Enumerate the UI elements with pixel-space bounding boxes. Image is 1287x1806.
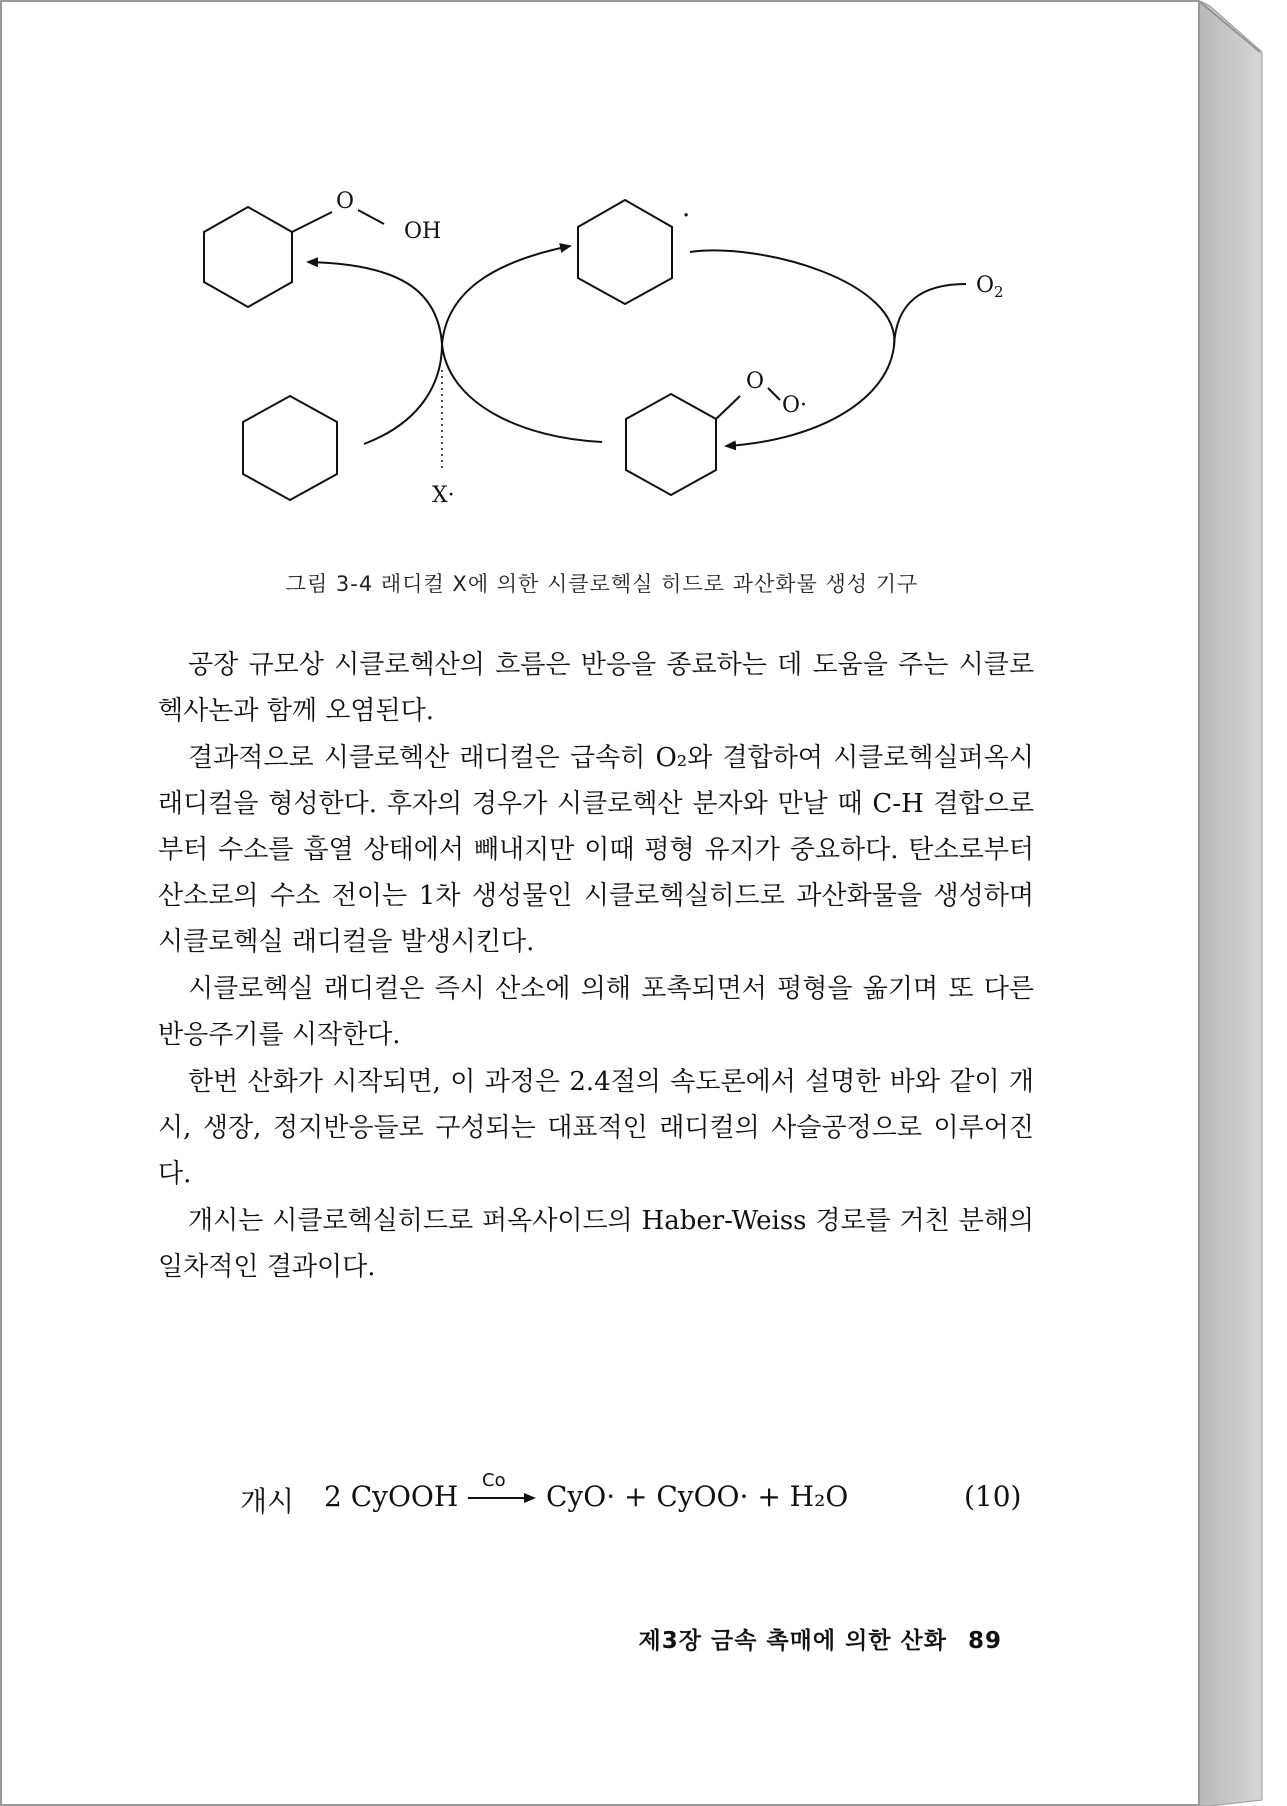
x-radical-label: X· <box>432 483 455 508</box>
chapter-title: 제3장 금속 촉매에 의한 산화 <box>638 1628 947 1654</box>
peroxy-o1-label: O <box>746 369 765 394</box>
paragraph: 결과적으로 시클로헥산 래디컬은 급속히 O₂와 결합하여 시클로헥실퍼옥시 래디컬을 형성한다. 후자의 경우가 시클로헥산 분자와 만날 때 C-H 결합으로부터 수소를 흡열 상태에서 빼내지만 이때 평형 유지가 중요하다. 탄소로부터 산소로의 수소 전이는 1차 생성물인 시클로헥실히드로 과산화물을 생성하며 시클로헥실 래디컬을 발생시킨다. <box>158 743 1034 957</box>
radical-dot: · <box>682 201 691 231</box>
cyclohexyl-radical-ring <box>578 200 672 304</box>
page-number: 89 <box>967 1628 1002 1654</box>
hydroperoxide-o-label: O <box>336 189 355 214</box>
catalyst-label: Co <box>482 1470 506 1491</box>
cyclohexyl-hydroperoxide-mechanism-diagram <box>152 152 1052 532</box>
figure-caption: 그림 3-4 래디컬 X에 의한 시클로헥실 히드로 과산화물 생성 기구 <box>285 572 919 596</box>
peroxy-o2-label: O· <box>782 393 808 418</box>
equation-label: 개시 <box>240 1485 295 1518</box>
arrow-to-hydroperoxide <box>308 262 442 344</box>
o2-entry-curve <box>894 284 966 346</box>
paragraph: 개시는 시클로헥실히드로 퍼옥사이드의 Haber-Weiss 경로를 거친 분해의 일차적인 결과이다. <box>158 1206 1034 1282</box>
hydroperoxide-oh-label: OH <box>404 219 442 244</box>
reaction-arrow <box>466 1464 538 1516</box>
oxygen-label: $O_2$ <box>976 273 1004 301</box>
body-text <box>158 642 1034 1291</box>
paragraph: 시클로헥실 래디컬은 즉시 산소에 의해 포촉되면서 평형을 옮기며 또 다른 반응주기를 시작한다. <box>158 974 1034 1050</box>
paragraph: 한번 산화가 시작되면, 이 과정은 2.4절의 속도론에서 설명한 바와 같이 개시, 생장, 정지반응들로 구성되는 대표적인 래디컬의 사슬공정으로 이루어진다. <box>158 1067 1034 1189</box>
cyclohexane-ring <box>243 396 337 500</box>
paragraph: 공장 규모상 시클로헥산의 흐름은 반응을 종료하는 데 도움을 주는 시클로헥사논과 함께 오염된다. <box>158 650 1034 726</box>
arrow-to-cyclohexyl-radical <box>442 246 570 344</box>
equation-reactant: 2 CyOOH <box>324 1480 459 1513</box>
page-footer <box>627 1622 1002 1655</box>
curve-from-peroxy <box>442 344 602 442</box>
equation-number: (10) <box>964 1480 1022 1513</box>
curve-from-cyclohexane <box>364 344 442 444</box>
cyclohexylperoxy-ring <box>626 394 716 495</box>
equation-products: CyO· + CyOO· + H₂O <box>546 1480 849 1513</box>
equation-10 <box>2 1464 1202 1524</box>
cyclohexyl-ring-hydroperoxide <box>204 207 292 307</box>
